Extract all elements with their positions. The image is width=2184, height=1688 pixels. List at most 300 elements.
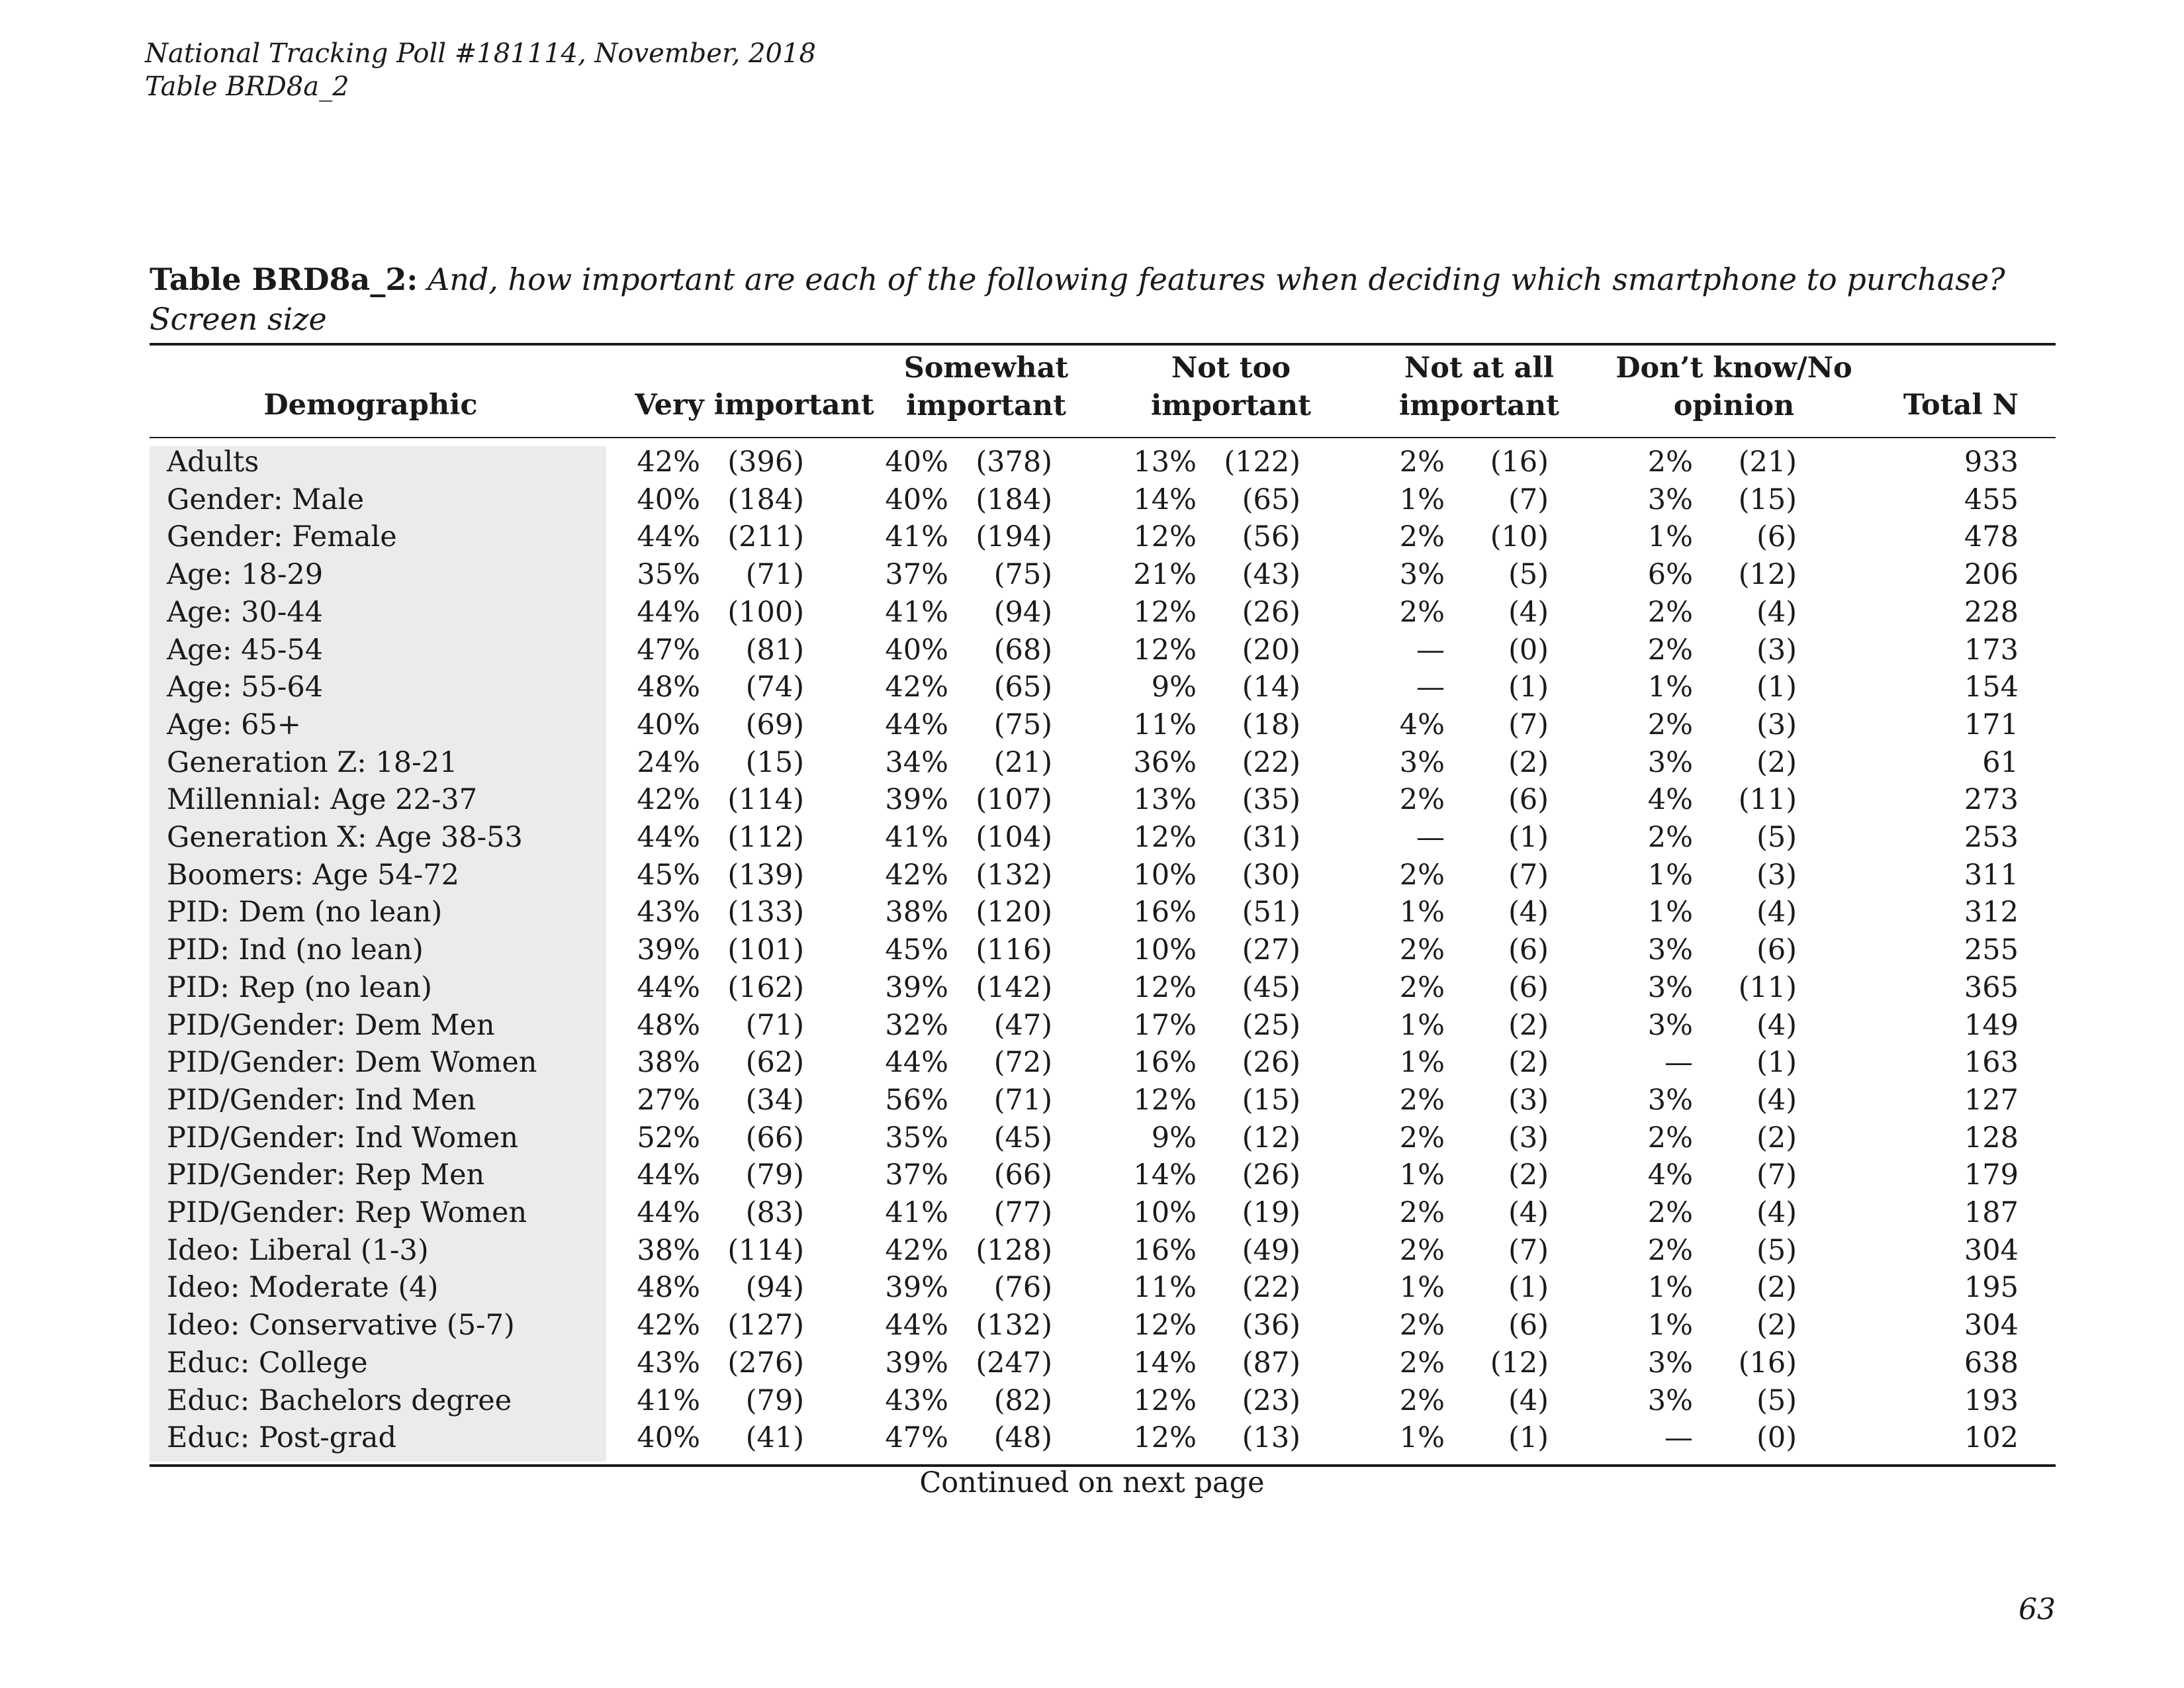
row-percent: 41% [637, 1383, 700, 1417]
row-count: (6) [1508, 1309, 1549, 1342]
table-row [0, 1044, 2184, 1082]
row-percent: 2% [1399, 933, 1445, 967]
row-percent: 12% [1133, 595, 1197, 629]
row-percent: 3% [1647, 1083, 1693, 1117]
col-header-dont-know [1602, 350, 1866, 425]
row-count: (2) [1508, 1008, 1549, 1042]
row-count: (1) [1756, 1046, 1797, 1080]
row-count: (71) [993, 1083, 1052, 1117]
row-percent: 41% [885, 520, 948, 554]
row-count: (7) [1508, 858, 1549, 892]
table-row [0, 1194, 2184, 1232]
row-count: (4) [1756, 1083, 1797, 1117]
row-count: (81) [745, 633, 804, 667]
row-demographic-label: PID/Gender: Dem Women [167, 1046, 537, 1080]
row-percent: 44% [637, 520, 700, 554]
row-percent: 27% [637, 1083, 700, 1117]
row-count: (4) [1508, 1196, 1549, 1229]
row-total-n: 149 [1964, 1008, 2019, 1042]
row-count: (35) [1242, 783, 1300, 817]
row-demographic-label: PID: Dem (no lean) [167, 896, 443, 929]
row-percent: 32% [885, 1008, 948, 1042]
row-percent: 21% [1133, 558, 1197, 592]
row-percent: 45% [637, 858, 700, 892]
row-total-n: 312 [1964, 896, 2019, 929]
row-count: (101) [727, 933, 804, 967]
table-row [0, 819, 2184, 857]
row-count: (11) [1738, 970, 1797, 1004]
row-percent: 16% [1133, 896, 1197, 929]
row-percent: 40% [885, 445, 948, 479]
row-total-n: 206 [1964, 558, 2019, 592]
row-percent: 2% [1399, 858, 1445, 892]
row-percent: 1% [1399, 896, 1445, 929]
row-percent: 42% [637, 1309, 700, 1342]
row-percent: 37% [885, 558, 948, 592]
row-percent: 2% [1399, 970, 1445, 1004]
row-count: (7) [1508, 1233, 1549, 1267]
row-percent: 1% [1647, 671, 1693, 704]
row-count: (45) [1242, 970, 1300, 1004]
row-demographic-label: Age: 45-54 [167, 633, 324, 667]
row-total-n: 255 [1964, 933, 2019, 967]
row-total-n: 304 [1964, 1233, 2019, 1267]
row-percent: 6% [1647, 558, 1693, 592]
row-percent: 2% [1399, 595, 1445, 629]
row-percent: 52% [637, 1121, 700, 1154]
row-count: (51) [1242, 896, 1300, 929]
row-total-n: 179 [1964, 1158, 2019, 1192]
row-total-n: 163 [1964, 1046, 2019, 1080]
row-count: (23) [1242, 1383, 1300, 1417]
row-percent: 2% [1399, 1346, 1445, 1380]
row-percent: 3% [1647, 970, 1693, 1004]
row-demographic-label: Ideo: Conservative (5-7) [167, 1309, 515, 1342]
row-count: (127) [727, 1309, 804, 1342]
row-percent: 42% [885, 858, 948, 892]
row-percent: 3% [1647, 1383, 1693, 1417]
row-percent: 10% [1133, 858, 1197, 892]
row-count: (74) [745, 671, 804, 704]
row-percent: 40% [885, 633, 948, 667]
row-count: (75) [993, 708, 1052, 741]
row-demographic-label: PID/Gender: Ind Women [167, 1121, 519, 1154]
row-count: (104) [976, 821, 1052, 854]
col-header-somewhat-important [880, 350, 1092, 425]
row-count: (6) [1508, 933, 1549, 967]
row-demographic-label: PID/Gender: Rep Women [167, 1196, 527, 1229]
row-percent: 44% [637, 1158, 700, 1192]
row-demographic-label: Age: 65+ [167, 708, 301, 741]
row-count: (22) [1242, 745, 1300, 779]
row-percent: 4% [1647, 1158, 1693, 1192]
row-percent: 24% [637, 745, 700, 779]
row-total-n: 228 [1964, 595, 2019, 629]
row-percent: 2% [1399, 783, 1445, 817]
table-row [0, 594, 2184, 632]
col-header-notatall-line1: Not at all [1404, 352, 1555, 385]
row-percent: 44% [637, 821, 700, 854]
row-percent: 13% [1133, 445, 1197, 479]
row-count: (3) [1508, 1083, 1549, 1117]
row-percent: 35% [885, 1121, 948, 1154]
row-total-n: 311 [1964, 858, 2019, 892]
row-count: (0) [1756, 1421, 1797, 1455]
row-count: (13) [1242, 1421, 1300, 1455]
row-count: (122) [1224, 445, 1300, 479]
row-total-n: 187 [1964, 1196, 2019, 1229]
row-count: (65) [1242, 483, 1300, 516]
row-percent: 12% [1133, 821, 1197, 854]
col-header-nottoo-line2: important [1150, 389, 1312, 422]
row-count: (79) [745, 1158, 804, 1192]
page-number: 63 [2019, 1593, 2056, 1626]
row-percent: 2% [1399, 1383, 1445, 1417]
row-percent: 44% [885, 1046, 948, 1080]
row-percent: 38% [637, 1046, 700, 1080]
row-count: (16) [1738, 1346, 1797, 1380]
row-count: (4) [1508, 595, 1549, 629]
row-count: (1) [1508, 1271, 1549, 1305]
row-count: (184) [976, 483, 1052, 516]
row-percent: 11% [1133, 1271, 1197, 1305]
row-demographic-label: Generation X: Age 38-53 [167, 821, 523, 854]
table-row [0, 444, 2184, 481]
row-demographic-label: Ideo: Liberal (1-3) [167, 1233, 429, 1267]
row-percent: 2% [1399, 1233, 1445, 1267]
row-count: (62) [745, 1046, 804, 1080]
row-count: (12) [1242, 1121, 1300, 1154]
table-row [0, 744, 2184, 782]
row-count: (3) [1508, 1121, 1549, 1154]
row-demographic-label: PID/Gender: Dem Men [167, 1008, 495, 1042]
row-percent: 1% [1647, 520, 1693, 554]
row-percent: 1% [1647, 858, 1693, 892]
row-percent: 42% [637, 445, 700, 479]
row-count: (4) [1756, 1196, 1797, 1229]
poll-title: National Tracking Poll #181114, November, 2018 [145, 38, 816, 69]
row-count: (114) [727, 1233, 804, 1267]
row-percent: 2% [1647, 708, 1693, 741]
row-count: (7) [1508, 483, 1549, 516]
row-total-n: 365 [1964, 970, 2019, 1004]
row-percent: 44% [637, 970, 700, 1004]
row-count: (12) [1490, 1346, 1549, 1380]
row-count: (71) [745, 558, 804, 592]
row-total-n: 193 [1964, 1383, 2019, 1417]
row-demographic-label: Age: 55-64 [167, 671, 324, 704]
row-percent: 39% [885, 970, 948, 1004]
row-percent: 9% [1151, 671, 1197, 704]
row-count: (66) [993, 1158, 1052, 1192]
row-demographic-label: Generation Z: 18-21 [167, 745, 458, 779]
row-demographic-label: Gender: Male [167, 483, 365, 516]
row-count: (6) [1508, 970, 1549, 1004]
col-header-notatall-line2: important [1398, 389, 1560, 422]
row-demographic-label: Age: 18-29 [167, 558, 324, 592]
row-count: (36) [1242, 1309, 1300, 1342]
row-count: (184) [727, 483, 804, 516]
row-count: (378) [976, 445, 1052, 479]
row-percent: 47% [885, 1421, 948, 1455]
row-percent: 2% [1399, 1309, 1445, 1342]
row-percent: 40% [637, 708, 700, 741]
row-percent: 2% [1647, 821, 1693, 854]
row-count: (2) [1756, 745, 1797, 779]
row-percent: 3% [1647, 745, 1693, 779]
row-percent: 43% [637, 1346, 700, 1380]
row-percent: 47% [637, 633, 700, 667]
row-percent: 39% [637, 933, 700, 967]
row-count: (194) [976, 520, 1052, 554]
row-percent: 1% [1399, 1271, 1445, 1305]
row-count: (66) [745, 1121, 804, 1154]
row-count: (75) [993, 558, 1052, 592]
table-row [0, 969, 2184, 1007]
row-count: (15) [1242, 1083, 1300, 1117]
row-percent: — [1664, 1421, 1693, 1455]
row-total-n: 61 [1982, 745, 2019, 779]
row-demographic-label: PID/Gender: Ind Men [167, 1083, 477, 1117]
row-count: (30) [1242, 858, 1300, 892]
col-header-somewhat-line2: important [905, 389, 1067, 422]
table-caption [150, 259, 2056, 339]
col-header-dk-line2: opinion [1673, 389, 1795, 422]
row-total-n: 455 [1964, 483, 2019, 516]
row-percent: 1% [1647, 896, 1693, 929]
row-percent: 11% [1133, 708, 1197, 741]
table-row [0, 632, 2184, 669]
table-header-rule [150, 437, 2056, 438]
row-count: (22) [1242, 1271, 1300, 1305]
row-count: (132) [976, 858, 1052, 892]
caption-label: Table BRD8a_2: [150, 261, 418, 297]
row-count: (48) [993, 1421, 1052, 1455]
row-count: (14) [1242, 671, 1300, 704]
row-percent: 44% [637, 595, 700, 629]
row-demographic-label: Millennial: Age 22-37 [167, 783, 478, 817]
table-top-rule [150, 343, 2056, 346]
row-count: (31) [1242, 821, 1300, 854]
row-count: (94) [745, 1271, 804, 1305]
row-count: (72) [993, 1046, 1052, 1080]
row-count: (27) [1242, 933, 1300, 967]
row-percent: 12% [1133, 1083, 1197, 1117]
row-percent: 40% [637, 1421, 700, 1455]
row-percent: 40% [885, 483, 948, 516]
table-row [0, 1232, 2184, 1270]
row-percent: 12% [1133, 520, 1197, 554]
row-percent: 42% [885, 671, 948, 704]
row-count: (4) [1756, 1008, 1797, 1042]
row-percent: 12% [1133, 1309, 1197, 1342]
col-header-demographic: Demographic [263, 389, 478, 422]
row-percent: 48% [637, 1271, 700, 1305]
row-count: (6) [1508, 783, 1549, 817]
row-count: (2) [1756, 1309, 1797, 1342]
row-demographic-label: Gender: Female [167, 520, 397, 554]
row-percent: 16% [1133, 1233, 1197, 1267]
col-header-dk-line1: Don’t know/No [1615, 352, 1852, 385]
row-count: (4) [1756, 896, 1797, 929]
table-row [0, 1419, 2184, 1457]
row-count: (5) [1756, 821, 1797, 854]
row-percent: 14% [1133, 483, 1197, 516]
row-count: (247) [976, 1346, 1052, 1380]
row-count: (43) [1242, 558, 1300, 592]
row-count: (1) [1508, 1421, 1549, 1455]
row-demographic-label: PID/Gender: Rep Men [167, 1158, 485, 1192]
row-percent: 12% [1133, 970, 1197, 1004]
row-percent: 12% [1133, 1383, 1197, 1417]
row-percent: 2% [1399, 520, 1445, 554]
row-count: (2) [1508, 745, 1549, 779]
row-demographic-label: PID: Ind (no lean) [167, 933, 424, 967]
row-percent: 48% [637, 1008, 700, 1042]
row-count: (2) [1756, 1271, 1797, 1305]
row-count: (133) [727, 896, 804, 929]
table-row [0, 1007, 2184, 1045]
row-count: (132) [976, 1309, 1052, 1342]
row-percent: 41% [885, 821, 948, 854]
table-row [0, 481, 2184, 519]
row-count: (5) [1756, 1383, 1797, 1417]
row-percent: — [1664, 1046, 1693, 1080]
row-count: (65) [993, 671, 1052, 704]
row-percent: 2% [1399, 445, 1445, 479]
row-percent: 16% [1133, 1046, 1197, 1080]
row-percent: 2% [1647, 1196, 1693, 1229]
row-count: (4) [1508, 1383, 1549, 1417]
row-demographic-label: PID: Rep (no lean) [167, 970, 432, 1004]
col-header-not-at-all-important [1373, 350, 1585, 425]
row-count: (3) [1756, 858, 1797, 892]
row-demographic-label: Age: 30-44 [167, 595, 324, 629]
row-count: (2) [1508, 1046, 1549, 1080]
col-header-very-important: Very important [635, 389, 874, 422]
row-count: (1) [1508, 671, 1549, 704]
table-row [0, 669, 2184, 706]
row-count: (1) [1508, 821, 1549, 854]
row-total-n: 171 [1964, 708, 2019, 741]
table-row [0, 894, 2184, 931]
row-percent: 43% [637, 896, 700, 929]
row-percent: 13% [1133, 783, 1197, 817]
row-count: (142) [976, 970, 1052, 1004]
row-count: (7) [1756, 1158, 1797, 1192]
row-total-n: 478 [1964, 520, 2019, 554]
row-percent: 37% [885, 1158, 948, 1192]
row-count: (79) [745, 1383, 804, 1417]
row-count: (107) [976, 783, 1052, 817]
row-percent: 14% [1133, 1158, 1197, 1192]
row-percent: 3% [1647, 1346, 1693, 1380]
row-percent: 3% [1647, 483, 1693, 516]
row-count: (77) [993, 1196, 1052, 1229]
row-count: (12) [1738, 558, 1797, 592]
row-count: (18) [1242, 708, 1300, 741]
row-count: (211) [727, 520, 804, 554]
row-count: (69) [745, 708, 804, 741]
table-row [0, 1156, 2184, 1194]
row-count: (19) [1242, 1196, 1300, 1229]
row-count: (2) [1756, 1121, 1797, 1154]
row-percent: 9% [1151, 1121, 1197, 1154]
running-header [145, 37, 816, 103]
row-percent: 34% [885, 745, 948, 779]
row-percent: 4% [1647, 783, 1693, 817]
row-count: (68) [993, 633, 1052, 667]
row-percent: — [1416, 671, 1445, 704]
row-percent: 3% [1399, 558, 1445, 592]
row-count: (47) [993, 1008, 1052, 1042]
row-percent: 39% [885, 1271, 948, 1305]
row-total-n: 128 [1964, 1121, 2019, 1154]
row-percent: 12% [1133, 633, 1197, 667]
row-total-n: 195 [1964, 1271, 2019, 1305]
row-percent: 42% [885, 1233, 948, 1267]
row-demographic-label: Educ: Bachelors degree [167, 1383, 512, 1417]
row-percent: 2% [1647, 633, 1693, 667]
table-row [0, 931, 2184, 969]
row-count: (56) [1242, 520, 1300, 554]
row-count: (120) [976, 896, 1052, 929]
caption-subtitle: Screen size [150, 301, 327, 337]
col-header-not-too-important [1125, 350, 1337, 425]
row-count: (26) [1242, 1158, 1300, 1192]
row-count: (10) [1490, 520, 1549, 554]
row-percent: 35% [637, 558, 700, 592]
row-percent: — [1416, 821, 1445, 854]
row-count: (4) [1756, 595, 1797, 629]
table-row [0, 1307, 2184, 1344]
row-count: (41) [745, 1421, 804, 1455]
row-count: (396) [727, 445, 804, 479]
row-percent: 3% [1647, 1008, 1693, 1042]
row-count: (15) [1738, 483, 1797, 516]
row-count: (276) [727, 1346, 804, 1380]
row-percent: 38% [885, 896, 948, 929]
row-percent: 1% [1399, 1158, 1445, 1192]
row-percent: 2% [1399, 1083, 1445, 1117]
continued-note: Continued on next page [919, 1466, 1265, 1499]
row-count: (21) [993, 745, 1052, 779]
col-header-somewhat-line1: Somewhat [903, 352, 1069, 385]
row-count: (100) [727, 595, 804, 629]
col-header-total-n: Total N [1903, 389, 2019, 422]
table-row [0, 1344, 2184, 1382]
row-count: (5) [1508, 558, 1549, 592]
row-percent: 41% [885, 595, 948, 629]
row-count: (16) [1490, 445, 1549, 479]
row-percent: 39% [885, 1346, 948, 1380]
row-count: (6) [1756, 520, 1797, 554]
row-count: (94) [993, 595, 1052, 629]
row-total-n: 173 [1964, 633, 2019, 667]
row-count: (76) [993, 1271, 1052, 1305]
row-count: (71) [745, 1008, 804, 1042]
row-count: (0) [1508, 633, 1549, 667]
col-header-nottoo-line1: Not too [1171, 352, 1291, 385]
table-row [0, 1382, 2184, 1420]
row-count: (45) [993, 1121, 1052, 1154]
row-total-n: 102 [1964, 1421, 2019, 1455]
row-percent: 2% [1647, 445, 1693, 479]
row-total-n: 127 [1964, 1083, 2019, 1117]
row-percent: 40% [637, 483, 700, 516]
row-percent: 45% [885, 933, 948, 967]
row-total-n: 638 [1964, 1346, 2019, 1380]
